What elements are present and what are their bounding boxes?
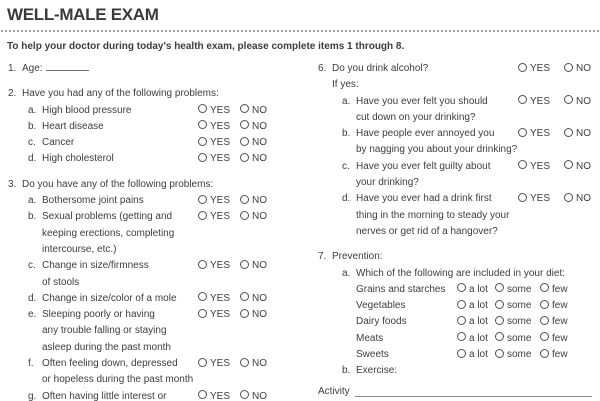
no-label: NO	[252, 195, 267, 207]
item-text: Dairy foods	[356, 316, 407, 328]
yes-option	[198, 119, 230, 135]
no-option	[564, 191, 591, 207]
yes-option	[518, 94, 550, 110]
diet-row	[318, 347, 592, 363]
no-radio-icon[interactable]	[564, 193, 573, 202]
sub-question-row	[8, 389, 300, 401]
dotted-divider	[1, 30, 599, 32]
yes-radio-icon[interactable]	[518, 63, 527, 72]
no-option	[240, 307, 267, 323]
sub-question-row	[318, 159, 592, 175]
item-text: Often having little interest or	[42, 390, 167, 401]
item-text: keeping erections, completing	[42, 227, 175, 239]
item-number: c.	[28, 260, 36, 272]
item-number: b.	[28, 211, 37, 223]
yes-option	[198, 356, 230, 372]
yes-label: YES	[530, 95, 551, 107]
yes-radio-icon[interactable]	[518, 128, 527, 137]
alot-radio-icon[interactable]	[457, 283, 466, 292]
some-label: some	[507, 332, 532, 344]
no-radio-icon[interactable]	[564, 63, 573, 72]
few-label: few	[552, 300, 568, 312]
right-column	[318, 61, 592, 400]
some-radio-icon[interactable]	[495, 332, 504, 341]
yes-label: YES	[210, 104, 231, 116]
yes-option	[198, 307, 230, 323]
diet-row	[318, 331, 592, 347]
activity-row	[318, 384, 592, 400]
sub-question-row	[8, 356, 300, 372]
some-option	[495, 298, 531, 314]
no-radio-icon[interactable]	[240, 104, 249, 113]
no-radio-icon[interactable]	[240, 260, 249, 269]
some-radio-icon[interactable]	[495, 283, 504, 292]
item-number: 1.	[8, 63, 17, 74]
no-label: NO	[576, 63, 591, 74]
yes-option	[198, 135, 230, 151]
no-label: NO	[252, 292, 267, 304]
item-text: Sexual problems (getting and	[42, 211, 173, 223]
yes-radio-icon[interactable]	[198, 120, 207, 129]
item-text: Which of the following are included in your diet:	[356, 267, 566, 279]
some-option	[495, 331, 531, 347]
yes-option	[198, 103, 230, 119]
continuation-line	[8, 323, 300, 339]
few-radio-icon[interactable]	[540, 316, 549, 325]
alot-option	[457, 331, 488, 347]
continuation-line	[318, 224, 592, 240]
age-blank-field[interactable]	[46, 61, 89, 71]
few-radio-icon[interactable]	[540, 332, 549, 341]
item-number: d.	[28, 292, 37, 304]
item-text: Often feeling down, depressed	[42, 358, 178, 370]
no-option	[564, 159, 591, 175]
item-number: g.	[28, 390, 37, 401]
yes-radio-icon[interactable]	[198, 358, 207, 367]
no-option	[240, 119, 267, 135]
item-text: High cholesterol	[42, 153, 114, 165]
alot-radio-icon[interactable]	[457, 349, 466, 358]
no-label: NO	[252, 260, 267, 272]
sub-question-row	[318, 363, 592, 379]
no-label: NO	[252, 104, 267, 116]
item-number: d.	[342, 193, 351, 205]
sub-question-row	[318, 94, 592, 110]
no-option	[240, 209, 267, 225]
yes-label: YES	[210, 211, 231, 223]
alot-option	[457, 314, 488, 330]
no-option	[564, 126, 591, 142]
no-radio-icon[interactable]	[240, 137, 249, 146]
item-number: b.	[342, 128, 351, 140]
alot-label: a lot	[469, 349, 488, 361]
item-number: a.	[28, 104, 37, 116]
some-label: some	[507, 283, 532, 295]
item-number: a.	[28, 195, 37, 207]
no-option	[240, 356, 267, 372]
yes-radio-icon[interactable]	[198, 260, 207, 269]
few-label: few	[552, 332, 568, 344]
no-radio-icon[interactable]	[240, 120, 249, 129]
few-option	[540, 347, 568, 363]
sub-question-row	[8, 119, 300, 135]
no-option	[240, 135, 267, 151]
item-text: intercourse, etc.)	[42, 243, 117, 255]
few-option	[540, 282, 568, 298]
item-text: Have people ever annoyed you	[356, 128, 495, 140]
item-text: High blood pressure	[42, 104, 132, 116]
item-number: c.	[28, 137, 36, 149]
item-text: cut down on your drinking?	[356, 111, 476, 123]
no-radio-icon[interactable]	[240, 211, 249, 220]
item-text: Change in size/firmness	[42, 260, 149, 272]
yes-label: YES	[530, 63, 551, 74]
item-text: asleep during the past month	[42, 341, 171, 353]
yes-radio-icon[interactable]	[198, 137, 207, 146]
item-number: 6.	[318, 63, 327, 74]
conditional-note	[318, 77, 592, 93]
item-number: b.	[342, 365, 351, 377]
sub-question-row	[8, 135, 300, 151]
item-number: e.	[28, 309, 37, 321]
continuation-line	[318, 208, 592, 224]
some-radio-icon[interactable]	[495, 300, 504, 309]
alot-label: a lot	[469, 300, 488, 312]
alot-radio-icon[interactable]	[457, 332, 466, 341]
alot-radio-icon[interactable]	[457, 300, 466, 309]
few-radio-icon[interactable]	[540, 349, 549, 358]
no-radio-icon[interactable]	[240, 309, 249, 318]
no-option	[564, 61, 591, 77]
no-label: NO	[576, 95, 591, 107]
item-number: a.	[342, 267, 351, 279]
yes-option	[518, 61, 550, 77]
item-text: your drinking?	[356, 177, 419, 189]
few-option	[540, 314, 568, 330]
yes-radio-icon[interactable]	[518, 193, 527, 202]
continuation-line	[8, 242, 300, 258]
few-radio-icon[interactable]	[540, 283, 549, 292]
item-text: Do you have any of the following problems:	[22, 178, 214, 190]
few-option	[540, 298, 568, 314]
item-text: Have you ever had a drink first	[356, 193, 492, 205]
item-text: of stools	[42, 276, 80, 288]
yes-option	[198, 151, 230, 167]
item-number: b.	[28, 120, 37, 132]
yes-label: YES	[210, 153, 231, 165]
no-label: NO	[252, 153, 267, 165]
no-radio-icon[interactable]	[564, 160, 573, 169]
item-text: Cancer	[42, 137, 75, 149]
no-label: NO	[252, 211, 267, 223]
activity-blank-field[interactable]	[355, 384, 592, 397]
question-row	[318, 61, 592, 77]
continuation-line	[318, 110, 592, 126]
yes-radio-icon[interactable]	[198, 309, 207, 318]
item-text: If yes:	[332, 79, 359, 91]
continuation-line	[318, 175, 592, 191]
yes-label: YES	[210, 260, 231, 272]
yes-option	[198, 209, 230, 225]
form-instructions: To help your doctor during today's health exam, please complete items 1 through 8.	[7, 41, 405, 52]
yes-radio-icon[interactable]	[198, 211, 207, 220]
question-row	[8, 177, 300, 193]
no-label: NO	[252, 390, 267, 401]
yes-radio-icon[interactable]	[518, 160, 527, 169]
no-radio-icon[interactable]	[564, 128, 573, 137]
item-text: Grains and starches	[356, 283, 446, 295]
no-label: NO	[252, 358, 267, 370]
item-text: Change in size/color of a mole	[42, 292, 177, 304]
item-text: Sleeping poorly or having	[42, 309, 155, 321]
item-text: Prevention:	[332, 251, 383, 263]
no-radio-icon[interactable]	[240, 292, 249, 301]
some-option	[495, 314, 531, 330]
yes-option	[518, 126, 550, 142]
no-label: NO	[576, 193, 591, 205]
item-text: Sweets	[356, 349, 389, 361]
alot-label: a lot	[469, 283, 488, 295]
item-text: or hopeless during the past month	[42, 374, 194, 386]
item-text: Bothersome joint pains	[42, 195, 144, 207]
yes-label: YES	[210, 120, 231, 132]
item-text: thing in the morning to steady your	[356, 209, 510, 221]
yes-label: YES	[210, 292, 231, 304]
diet-row	[318, 298, 592, 314]
form-title: WELL-MALE EXAM	[7, 5, 159, 24]
item-text: Activity	[318, 385, 350, 397]
alot-option	[457, 298, 488, 314]
alot-label: a lot	[469, 332, 488, 344]
few-option	[540, 331, 568, 347]
no-radio-icon[interactable]	[564, 95, 573, 104]
item-number: 3.	[8, 178, 17, 190]
sub-question-row	[8, 193, 300, 209]
no-option	[240, 151, 267, 167]
few-label: few	[552, 349, 568, 361]
alot-option	[457, 347, 488, 363]
sub-question-row	[8, 291, 300, 307]
sub-question-row	[318, 191, 592, 207]
no-option	[564, 94, 591, 110]
yes-option	[198, 193, 230, 209]
diet-row	[318, 282, 592, 298]
no-option	[240, 389, 267, 401]
yes-radio-icon[interactable]	[198, 153, 207, 162]
item-text: any trouble falling or staying	[42, 325, 167, 337]
item-number: c.	[342, 160, 350, 172]
some-label: some	[507, 349, 532, 361]
yes-radio-icon[interactable]	[198, 390, 207, 399]
no-label: NO	[252, 137, 267, 149]
sub-question-row	[318, 266, 592, 282]
item-number: d.	[28, 153, 37, 165]
yes-label: YES	[210, 137, 231, 149]
yes-option	[198, 258, 230, 274]
some-radio-icon[interactable]	[495, 349, 504, 358]
yes-radio-icon[interactable]	[198, 195, 207, 204]
item-text: Vegetables	[356, 300, 406, 312]
no-radio-icon[interactable]	[240, 358, 249, 367]
continuation-line	[8, 372, 300, 388]
continuation-line	[318, 142, 592, 158]
item-text: Have you had any of the following problems:	[22, 88, 219, 100]
item-text: Have you ever felt you should	[356, 95, 488, 107]
alot-option	[457, 282, 488, 298]
yes-option	[198, 389, 230, 401]
no-option	[240, 258, 267, 274]
yes-label: YES	[530, 160, 551, 172]
item-text: Exercise:	[356, 365, 398, 377]
sub-question-row	[318, 126, 592, 142]
question-row	[8, 86, 300, 102]
question-row	[8, 61, 300, 77]
sub-question-row	[8, 258, 300, 274]
sub-question-row	[8, 151, 300, 167]
item-text: nerves or get rid of a hangover?	[356, 225, 498, 237]
sub-question-row	[8, 307, 300, 323]
item-number: 7.	[318, 251, 327, 263]
no-option	[240, 103, 267, 119]
no-label: NO	[576, 128, 591, 140]
no-label: NO	[576, 160, 591, 172]
item-text: Do you drink alcohol?	[332, 63, 429, 74]
yes-radio-icon[interactable]	[518, 95, 527, 104]
few-radio-icon[interactable]	[540, 300, 549, 309]
item-text: Heart disease	[42, 120, 104, 132]
some-option	[495, 347, 531, 363]
sub-question-row	[8, 209, 300, 225]
left-column	[8, 61, 300, 401]
continuation-line	[8, 275, 300, 291]
few-label: few	[552, 316, 568, 328]
yes-label: YES	[210, 390, 231, 401]
yes-label: YES	[210, 195, 231, 207]
some-label: some	[507, 300, 532, 312]
yes-option	[518, 159, 550, 175]
yes-radio-icon[interactable]	[198, 104, 207, 113]
no-option	[240, 291, 267, 307]
alot-radio-icon[interactable]	[457, 316, 466, 325]
some-option	[495, 282, 531, 298]
yes-option	[518, 191, 550, 207]
some-label: some	[507, 316, 532, 328]
continuation-line	[8, 226, 300, 242]
yes-label: YES	[210, 358, 231, 370]
item-text: Age:	[22, 63, 43, 74]
yes-label: YES	[530, 128, 551, 140]
no-label: NO	[252, 120, 267, 132]
item-number: a.	[342, 95, 351, 107]
no-radio-icon[interactable]	[240, 153, 249, 162]
yes-label: YES	[530, 193, 551, 205]
item-text: Have you ever felt guilty about	[356, 160, 491, 172]
few-label: few	[552, 283, 568, 295]
continuation-line	[8, 340, 300, 356]
sub-question-row	[8, 103, 300, 119]
diet-row	[318, 314, 592, 330]
yes-label: YES	[210, 309, 231, 321]
no-option	[240, 193, 267, 209]
some-radio-icon[interactable]	[495, 316, 504, 325]
yes-radio-icon[interactable]	[198, 292, 207, 301]
no-radio-icon[interactable]	[240, 195, 249, 204]
item-text: by nagging you about your drinking?	[356, 144, 518, 156]
item-number: 2.	[8, 88, 17, 100]
alot-label: a lot	[469, 316, 488, 328]
question-row	[318, 249, 592, 265]
item-number: f.	[28, 358, 34, 370]
no-radio-icon[interactable]	[240, 390, 249, 399]
item-text: Meats	[356, 332, 384, 344]
yes-option	[198, 291, 230, 307]
no-label: NO	[252, 309, 267, 321]
